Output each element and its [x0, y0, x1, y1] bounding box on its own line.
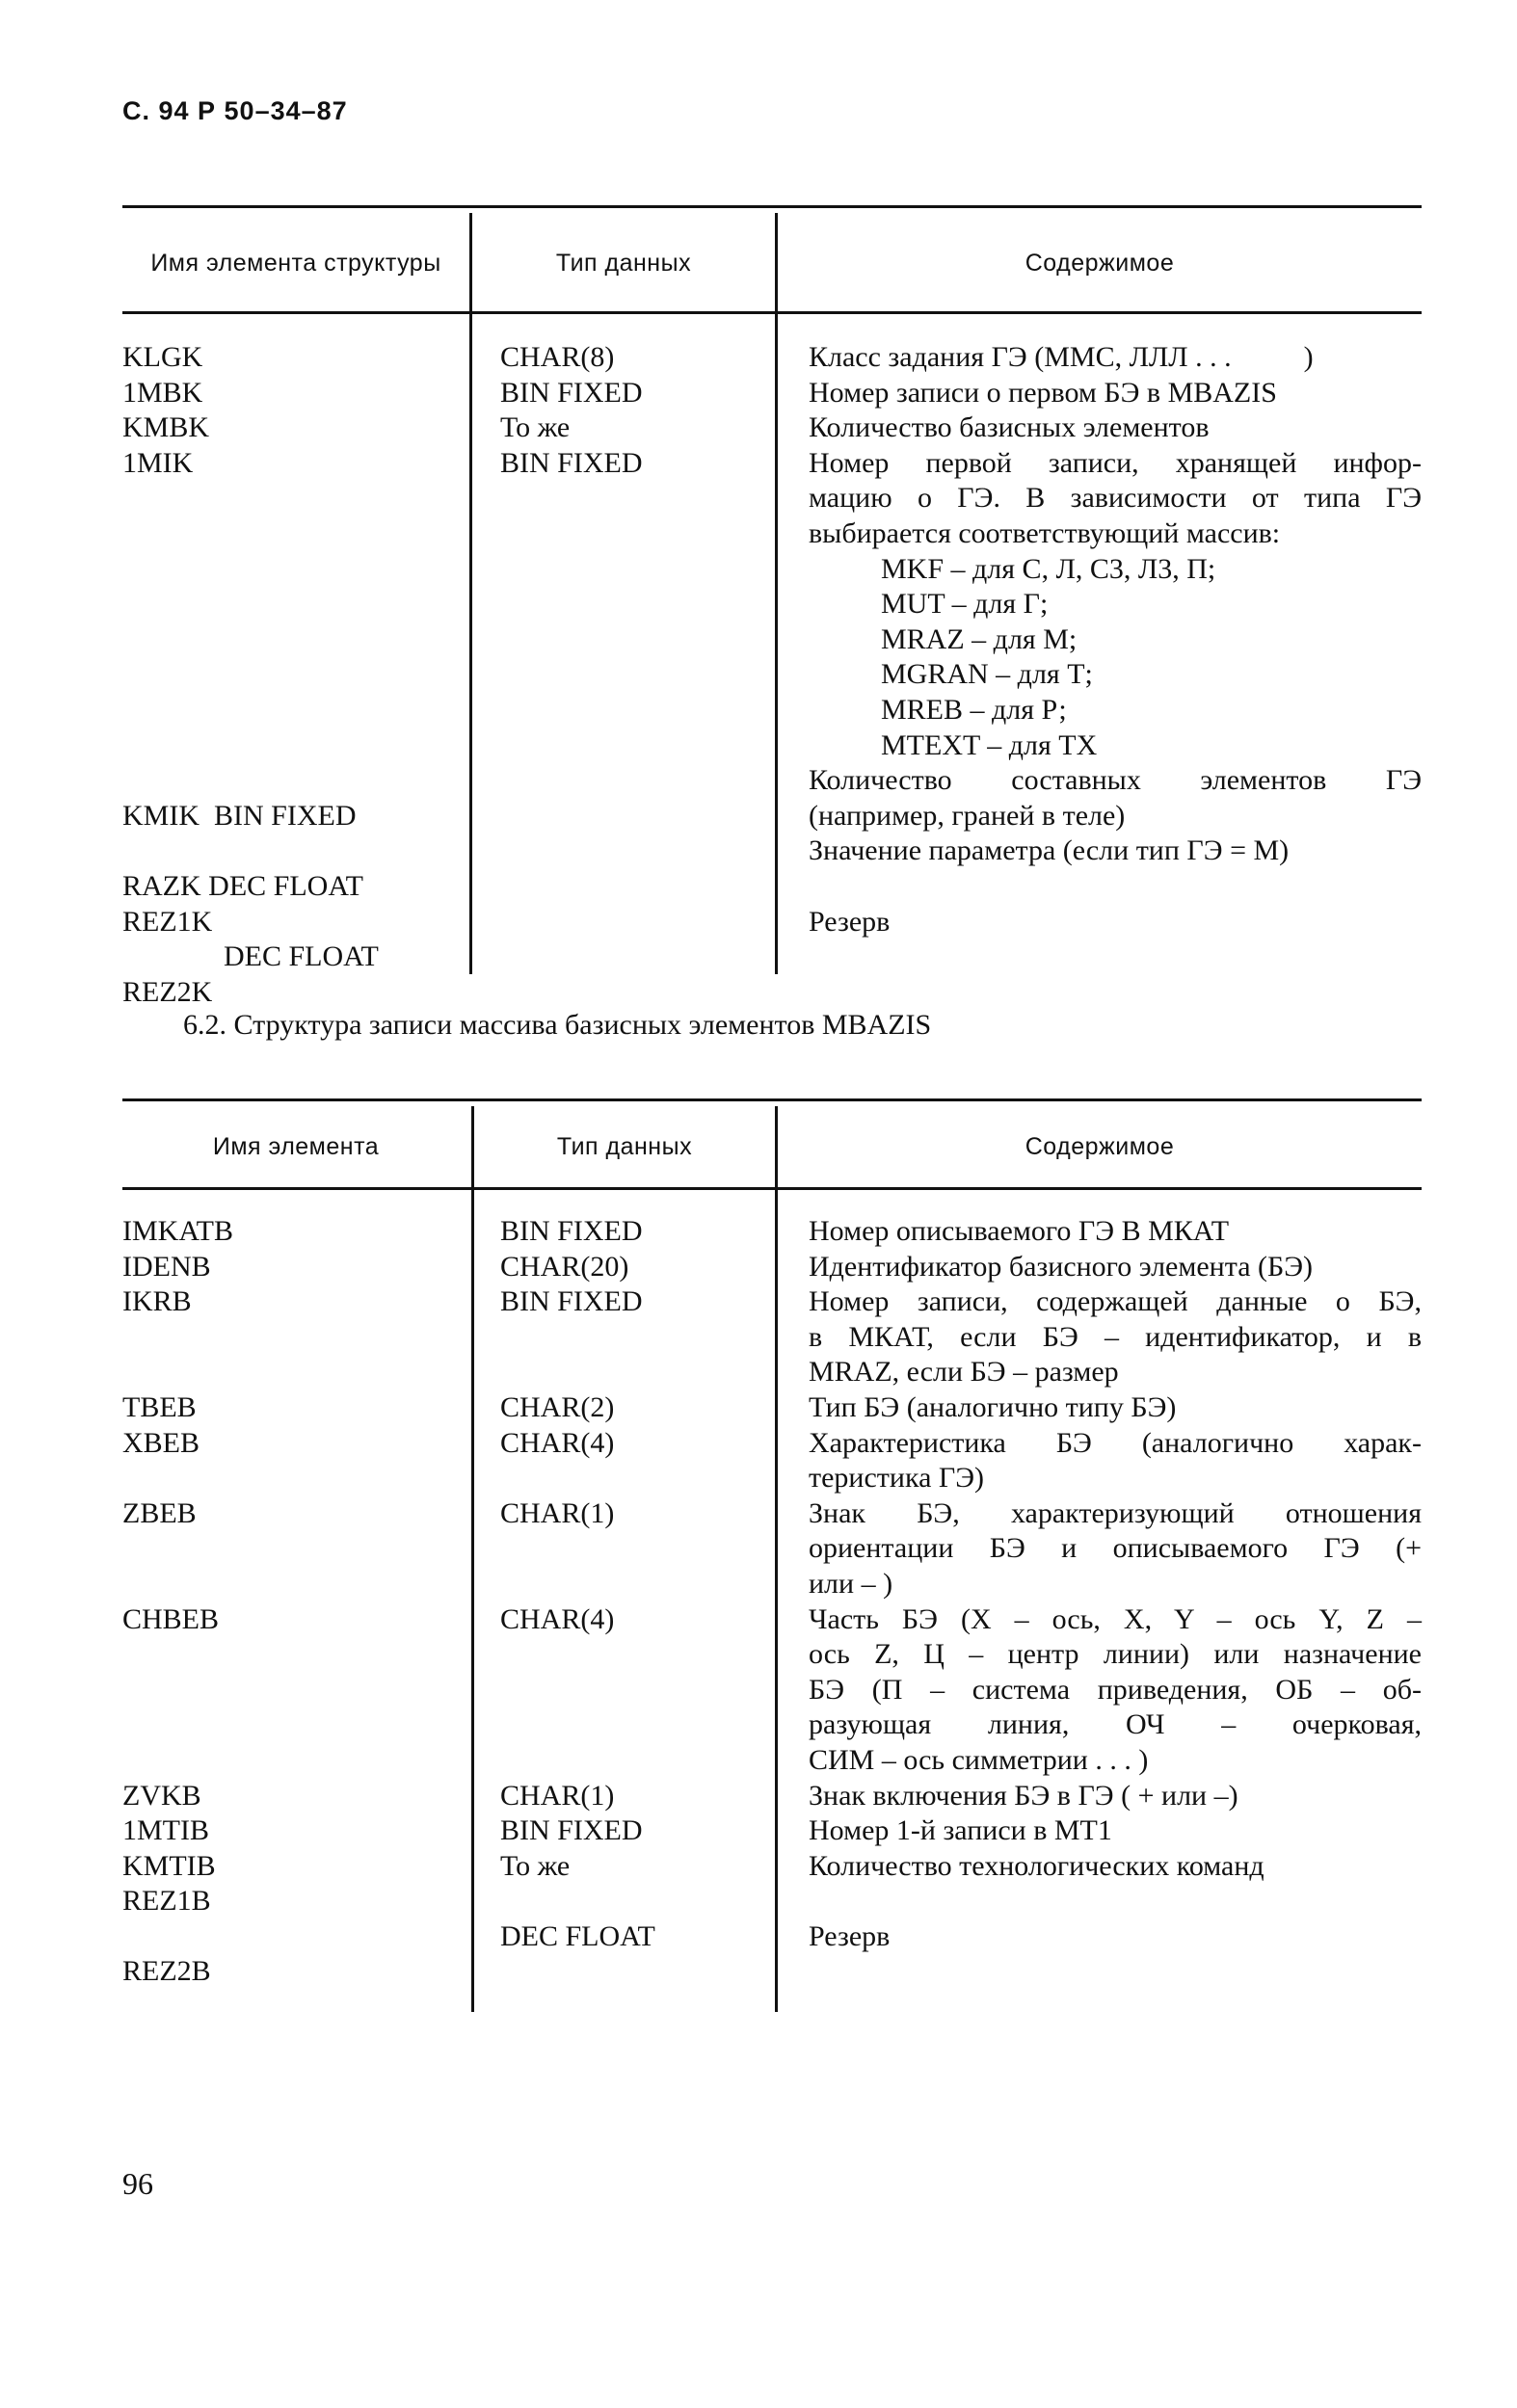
content-line: MUT – для Г; — [881, 588, 1049, 621]
content-line: Номер записи, содержащей данные о БЭ, — [809, 1285, 1422, 1318]
content-line: MKF – для С, Л, С3, Л3, П; — [881, 552, 1216, 585]
content-line: ось Z, Ц – центр линии) или назначение — [809, 1638, 1422, 1671]
content-line: MTEXT – для ТХ — [881, 728, 1098, 761]
content-line: Идентификатор базисного элемента (БЭ) — [809, 1250, 1314, 1283]
content-line: Номер записи о первом БЭ в MBAZIS — [809, 376, 1277, 409]
content-line: Номер 1-й записи в МТ1 — [809, 1814, 1112, 1847]
column-header-content: Содержимое — [1025, 250, 1175, 277]
content-line: в МКАТ, если БЭ – идентификатор, и в — [809, 1320, 1422, 1353]
content-line: MRAZ, если БЭ – размер — [809, 1356, 1119, 1389]
page-number: 96 — [122, 2166, 153, 2201]
data-type-column: CHAR(8) BIN FIXED То же BIN FIXED — [500, 341, 643, 479]
content-line: (например, граней в теле) — [809, 799, 1126, 832]
column-header-type: Тип данных — [556, 1133, 693, 1160]
data-type-column: BIN FIXED CHAR(20) BIN FIXED CHAR(2) CHAR(4) CHAR(1) CHAR(4) CHAR(1) BIN FIXED То же DEC FLOAT — [500, 1215, 655, 1952]
element-name-column: KLGK 1MBK KMBK 1MIK KMIK BIN FIXED RAZK DEC FLOAT REZ1K DEC FLOAT REZ2K — [122, 341, 379, 1008]
table-header-rule — [122, 311, 1422, 314]
content-line: Номер описываемого ГЭ В МКАТ — [809, 1215, 1230, 1247]
table-header-rule — [122, 1187, 1422, 1190]
column-divider — [471, 1106, 474, 2012]
content-line: Характеристика БЭ (аналогично харак- — [809, 1426, 1422, 1459]
section-caption: 6.2. Структура записи массива базисных элементов MBAZIS — [183, 1009, 932, 1041]
content-line: ориентации БЭ и описываемого ГЭ (+ — [809, 1532, 1422, 1565]
content-line: выбирается соответствующий массив: — [809, 516, 1281, 549]
column-divider — [469, 213, 472, 974]
content-line: СИМ – ось симметрии . . . ) — [809, 1743, 1149, 1776]
page-header: С. 94 Р 50–34–87 — [122, 96, 348, 125]
content-line: Резерв — [809, 1919, 891, 1952]
content-line: Количество составных элементов ГЭ — [809, 764, 1422, 797]
column-header-name: Имя элемента — [212, 1133, 380, 1160]
table-top-rule — [122, 1098, 1422, 1101]
content-line: Тип БЭ (аналогично типу БЭ) — [809, 1390, 1177, 1423]
content-line: Знак включения БЭ в ГЭ ( + или –) — [809, 1779, 1238, 1812]
content-line: Класс задания ГЭ (ММС, ЛЛЛ . . . ) — [809, 341, 1314, 373]
structure-table-2 — [122, 1098, 1422, 2014]
content-line: MGRAN – для Т; — [881, 658, 1093, 691]
content-line: Номер первой записи, хранящей инфор- — [809, 446, 1422, 479]
column-header-type: Тип данных — [555, 250, 692, 277]
content-column — [809, 340, 1422, 939]
content-line: теристика ГЭ) — [809, 1462, 985, 1495]
content-line: Количество технологических команд — [809, 1849, 1264, 1882]
column-divider — [775, 213, 778, 974]
element-name-column: IMKATB IDENB IKRB TBEB XBEB ZBEB CHBEB ZVKB 1MTIB KMTIB REZ1B REZ2B — [122, 1215, 234, 1988]
column-header-name: Имя элемента структуры — [150, 250, 441, 277]
column-header-content: Содержимое — [1025, 1133, 1175, 1160]
content-line: мацию о ГЭ. В зависимости от типа ГЭ — [809, 482, 1422, 515]
content-line: Часть БЭ (X – ось, X, Y – ось Y, Z – — [809, 1602, 1422, 1635]
content-line — [809, 869, 1422, 905]
content-line: разующая линия, ОЧ – очерковая, — [809, 1708, 1422, 1741]
content-line: или – ) — [809, 1567, 893, 1600]
content-line: Знак БЭ, характеризующий отношения — [809, 1496, 1422, 1529]
column-divider — [775, 1106, 778, 2012]
content-line: MRAZ – для М; — [881, 622, 1078, 655]
table-top-rule — [122, 205, 1422, 208]
content-line — [809, 1884, 1422, 1919]
content-line: MREB – для Р; — [881, 693, 1067, 726]
content-line: Количество базисных элементов — [809, 411, 1210, 444]
content-line: Резерв — [809, 905, 891, 938]
content-line: БЭ (П – система приведения, ОБ – об- — [809, 1673, 1422, 1706]
structure-table-1 — [122, 205, 1422, 1008]
content-line: Значение параметра (если тип ГЭ = М) — [809, 834, 1290, 867]
content-column — [809, 1214, 1422, 1954]
